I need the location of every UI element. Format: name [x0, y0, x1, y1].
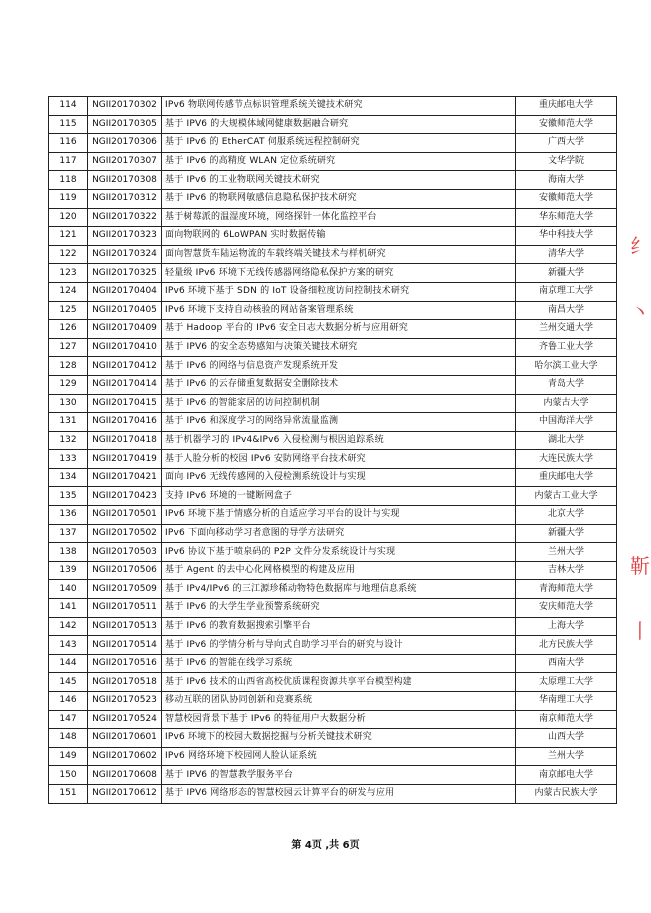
project-title: 面向智慧货车陆运物流的车载终端关键技术与样机研究	[162, 245, 516, 264]
project-id: NGII20170418	[88, 431, 162, 450]
project-title: 基于 IPV6 的智慧教学服务平台	[162, 766, 516, 785]
table-row	[49, 580, 617, 599]
project-title: IPv6 下面向移动学习者意图的导学方法研究	[162, 524, 516, 543]
institution-name: 重庆邮电大学	[516, 468, 617, 487]
project-id: NGII20170307	[88, 152, 162, 171]
row-number: 124	[49, 282, 88, 301]
project-id: NGII20170518	[88, 673, 162, 692]
institution-name: 北方民族大学	[516, 636, 617, 655]
project-title: 基于 IPV6 的大规模体域网健康数据融合研究	[162, 115, 516, 134]
table-row	[49, 524, 617, 543]
red-seal-fragment: 纟	[630, 234, 650, 258]
row-number: 128	[49, 357, 88, 376]
table-row	[49, 245, 617, 264]
table-row	[49, 134, 617, 153]
project-id: NGII20170523	[88, 692, 162, 711]
project-title: IPv6 环境下基于情感分析的自适应学习平台的设计与实现	[162, 506, 516, 525]
row-number: 145	[49, 673, 88, 692]
project-id: NGII20170419	[88, 450, 162, 469]
institution-name: 文华学院	[516, 152, 617, 171]
project-id: NGII20170516	[88, 654, 162, 673]
table-row	[49, 320, 617, 339]
institution-name: 安徽师范大学	[516, 115, 617, 134]
row-number: 131	[49, 413, 88, 432]
institution-name: 太原理工大学	[516, 673, 617, 692]
project-id: NGII20170501	[88, 506, 162, 525]
row-number: 133	[49, 450, 88, 469]
table-row	[49, 673, 617, 692]
project-title: 基于 IPV6 的安全态势感知与决策关键技术研究	[162, 338, 516, 357]
project-id: NGII20170608	[88, 766, 162, 785]
row-number: 137	[49, 524, 88, 543]
project-id: NGII20170302	[88, 97, 162, 116]
project-id: NGII20170502	[88, 524, 162, 543]
project-id: NGII20170509	[88, 580, 162, 599]
table-row	[49, 487, 617, 506]
row-number: 119	[49, 189, 88, 208]
table-row	[49, 561, 617, 580]
project-id: NGII20170322	[88, 208, 162, 227]
project-id: NGII20170306	[88, 134, 162, 153]
project-title: IPv6 环境下支持自动核验的网站备案管理系统	[162, 301, 516, 320]
row-number: 115	[49, 115, 88, 134]
project-title: 基于 IPv6 的工业物联网关键技术研究	[162, 171, 516, 190]
project-id: NGII20170602	[88, 747, 162, 766]
institution-name: 齐鲁工业大学	[516, 338, 617, 357]
row-number: 134	[49, 468, 88, 487]
institution-name: 华东师范大学	[516, 208, 617, 227]
project-id: NGII20170513	[88, 617, 162, 636]
project-title: 基于 IPv6 的智能家居的访问控制机制	[162, 394, 516, 413]
project-table-body	[49, 97, 617, 804]
table-row	[49, 301, 617, 320]
table-row	[49, 784, 617, 803]
table-row	[49, 357, 617, 376]
institution-name: 兰州大学	[516, 543, 617, 562]
row-number: 140	[49, 580, 88, 599]
page-number-footer: 第 4页 ,共 6页	[291, 840, 360, 851]
row-number: 125	[49, 301, 88, 320]
row-number: 126	[49, 320, 88, 339]
table-row	[49, 636, 617, 655]
project-id: NGII20170312	[88, 189, 162, 208]
red-seal-fragment: 丨	[630, 619, 650, 643]
institution-name: 北京大学	[516, 506, 617, 525]
row-number: 148	[49, 729, 88, 748]
row-number: 149	[49, 747, 88, 766]
institution-name: 海南大学	[516, 171, 617, 190]
row-number: 144	[49, 654, 88, 673]
project-id: NGII20170612	[88, 784, 162, 803]
project-title: 支持 IPv6 环境的一键断网盒子	[162, 487, 516, 506]
table-row	[49, 189, 617, 208]
project-id: NGII20170514	[88, 636, 162, 655]
project-id: NGII20170503	[88, 543, 162, 562]
project-title: 基于 IPv6 的网络与信息资产发现系统开发	[162, 357, 516, 376]
institution-name: 青岛大学	[516, 375, 617, 394]
project-id: NGII20170511	[88, 599, 162, 618]
table-row	[49, 450, 617, 469]
project-title: 基于 IPv6 技术的山西省高校优质课程资源共享平台模型构建	[162, 673, 516, 692]
project-id: NGII20170409	[88, 320, 162, 339]
project-id: NGII20170305	[88, 115, 162, 134]
project-title: 面向 IPv6 无线传感网的入侵检测系统设计与实现	[162, 468, 516, 487]
project-title: 基于 IPv6 的高精度 WLAN 定位系统研究	[162, 152, 516, 171]
project-title: IPv6 协议下基于喷泉码的 P2P 文件分发系统设计与实现	[162, 543, 516, 562]
project-title: 基于人脸分析的校园 IPv6 安防网络平台技术研究	[162, 450, 516, 469]
table-row	[49, 506, 617, 525]
table-row	[49, 599, 617, 618]
institution-name: 新疆大学	[516, 264, 617, 283]
institution-name: 青海师范大学	[516, 580, 617, 599]
project-id: NGII20170324	[88, 245, 162, 264]
project-title: IPv6 环境下的校园大数据挖掘与分析关键技术研究	[162, 729, 516, 748]
row-number: 130	[49, 394, 88, 413]
project-title: 轻量级 IPv6 环境下无线传感器网络隐私保护方案的研究	[162, 264, 516, 283]
row-number: 123	[49, 264, 88, 283]
project-title: IPv6 物联网传感节点标识管理系统关键技术研究	[162, 97, 516, 116]
table-row	[49, 375, 617, 394]
row-number: 122	[49, 245, 88, 264]
red-seal-fragment: 靳	[630, 554, 650, 578]
row-number: 147	[49, 710, 88, 729]
row-number: 150	[49, 766, 88, 785]
institution-name: 上海大学	[516, 617, 617, 636]
row-number: 127	[49, 338, 88, 357]
table-row	[49, 338, 617, 357]
project-title: 基于 IPv6 的大学生学业预警系统研究	[162, 599, 516, 618]
project-title: 基于树莓派的温湿度环境，网络探针一体化监控平台	[162, 208, 516, 227]
table-row	[49, 171, 617, 190]
project-id: NGII20170323	[88, 227, 162, 246]
table-row	[49, 394, 617, 413]
institution-name: 兰州交通大学	[516, 320, 617, 339]
project-title: 基于 IPv6 的学情分析与导向式自助学习平台的研究与设计	[162, 636, 516, 655]
table-row	[49, 468, 617, 487]
institution-name: 安庆师范大学	[516, 599, 617, 618]
institution-name: 内蒙古大学	[516, 394, 617, 413]
institution-name: 西南大学	[516, 654, 617, 673]
institution-name: 南昌大学	[516, 301, 617, 320]
row-number: 117	[49, 152, 88, 171]
project-id: NGII20170416	[88, 413, 162, 432]
project-id: NGII20170414	[88, 375, 162, 394]
project-id: NGII20170524	[88, 710, 162, 729]
project-id: NGII20170308	[88, 171, 162, 190]
project-title: 基于 IPV6 网络形态的智慧校园云计算平台的研发与应用	[162, 784, 516, 803]
row-number: 114	[49, 97, 88, 116]
project-title: 智慧校园背景下基于 IPv6 的特征用户大数据分析	[162, 710, 516, 729]
table-row	[49, 654, 617, 673]
institution-name: 南京理工大学	[516, 282, 617, 301]
table-row	[49, 208, 617, 227]
institution-name: 兰州大学	[516, 747, 617, 766]
row-number: 129	[49, 375, 88, 394]
table-row	[49, 747, 617, 766]
project-title: 基于 IPv6 和深度学习的网络异常流量监测	[162, 413, 516, 432]
project-id: NGII20170415	[88, 394, 162, 413]
row-number: 151	[49, 784, 88, 803]
row-number: 121	[49, 227, 88, 246]
project-id: NGII20170601	[88, 729, 162, 748]
institution-name: 湖北大学	[516, 431, 617, 450]
project-id: NGII20170421	[88, 468, 162, 487]
project-title: 基于 IPv6 的 EtherCAT 伺服系统远程控制研究	[162, 134, 516, 153]
project-title: 移动互联的团队协同创新和竞赛系统	[162, 692, 516, 711]
table-row	[49, 543, 617, 562]
table-row	[49, 431, 617, 450]
project-title: IPv6 环境下基于 SDN 的 IoT 设备细粒度访问控制技术研究	[162, 282, 516, 301]
row-number: 142	[49, 617, 88, 636]
project-title: 面向物联网的 6LoWPAN 实时数据传输	[162, 227, 516, 246]
project-id: NGII20170410	[88, 338, 162, 357]
institution-name: 广西大学	[516, 134, 617, 153]
institution-name: 吉林大学	[516, 561, 617, 580]
institution-name: 山西大学	[516, 729, 617, 748]
project-id: NGII20170404	[88, 282, 162, 301]
project-id: NGII20170506	[88, 561, 162, 580]
project-id: NGII20170325	[88, 264, 162, 283]
table-row	[49, 617, 617, 636]
row-number: 146	[49, 692, 88, 711]
table-row	[49, 152, 617, 171]
project-title: 基于 Hadoop 平台的 IPv6 安全日志大数据分析与应用研究	[162, 320, 516, 339]
institution-name: 华南理工大学	[516, 692, 617, 711]
row-number: 139	[49, 561, 88, 580]
project-table	[48, 96, 617, 804]
institution-name: 大连民族大学	[516, 450, 617, 469]
table-row	[49, 264, 617, 283]
institution-name: 中国海洋大学	[516, 413, 617, 432]
row-number: 138	[49, 543, 88, 562]
project-title: 基于 IPv6 的智能在线学习系统	[162, 654, 516, 673]
row-number: 136	[49, 506, 88, 525]
project-id: NGII20170412	[88, 357, 162, 376]
institution-name: 南京师范大学	[516, 710, 617, 729]
project-title: 基于 IPv4/IPv6 的三江源珍稀动物特色数据库与地理信息系统	[162, 580, 516, 599]
project-title: 基于 IPv6 的云存储重复数据安全删除技术	[162, 375, 516, 394]
institution-name: 安徽师范大学	[516, 189, 617, 208]
row-number: 141	[49, 599, 88, 618]
row-number: 118	[49, 171, 88, 190]
project-id: NGII20170423	[88, 487, 162, 506]
table-row	[49, 729, 617, 748]
project-title: 基于 Agent 的去中心化网格模型的构建及应用	[162, 561, 516, 580]
table-row	[49, 97, 617, 116]
project-title: 基于机器学习的 IPv4&IPv6 入侵检测与根因追踪系统	[162, 431, 516, 450]
institution-name: 华中科技大学	[516, 227, 617, 246]
row-number: 135	[49, 487, 88, 506]
table-row	[49, 413, 617, 432]
table-row	[49, 710, 617, 729]
table-row	[49, 692, 617, 711]
institution-name: 重庆邮电大学	[516, 97, 617, 116]
row-number: 116	[49, 134, 88, 153]
project-title: 基于 IPv6 的教育数据搜索引擎平台	[162, 617, 516, 636]
institution-name: 内蒙古工业大学	[516, 487, 617, 506]
institution-name: 内蒙古民族大学	[516, 784, 617, 803]
project-title: 基于 IPv6 的物联网敏感信息隐私保护技术研究	[162, 189, 516, 208]
red-seal-fragment: 丶	[630, 300, 650, 324]
table-row	[49, 766, 617, 785]
institution-name: 新疆大学	[516, 524, 617, 543]
institution-name: 哈尔滨工业大学	[516, 357, 617, 376]
row-number: 120	[49, 208, 88, 227]
project-id: NGII20170405	[88, 301, 162, 320]
table-row	[49, 115, 617, 134]
row-number: 143	[49, 636, 88, 655]
institution-name: 南京邮电大学	[516, 766, 617, 785]
row-number: 132	[49, 431, 88, 450]
project-title: IPv6 网络环境下校园网人脸认证系统	[162, 747, 516, 766]
table-row	[49, 282, 617, 301]
institution-name: 清华大学	[516, 245, 617, 264]
table-row	[49, 227, 617, 246]
